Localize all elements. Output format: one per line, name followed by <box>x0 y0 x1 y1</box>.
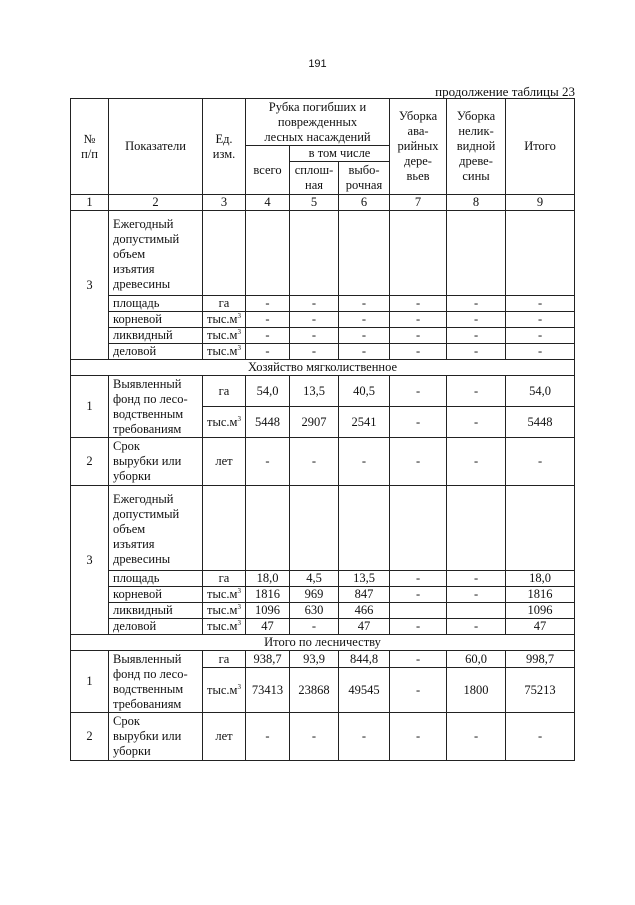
table-row <box>71 571 575 587</box>
cell: 93,9 <box>290 651 339 668</box>
row-unit: га <box>203 571 246 587</box>
colnum: 1 <box>71 195 109 211</box>
cell: - <box>339 328 390 344</box>
cell: 18,0 <box>506 571 575 587</box>
table-row <box>71 486 575 571</box>
cell: - <box>290 713 339 761</box>
cell: - <box>447 587 506 603</box>
row-unit: $тыс.м^3$ <box>203 587 246 603</box>
row-name: Срок вырубки или уборки <box>109 713 203 761</box>
row-unit: $тыс.м^3$ <box>203 407 246 438</box>
header-indicators: Показатели <box>109 99 203 195</box>
cell: 54,0 <box>506 376 575 407</box>
cell: - <box>447 407 506 438</box>
cell: - <box>390 296 447 312</box>
table-row <box>71 296 575 312</box>
cell: - <box>390 571 447 587</box>
cell: 23868 <box>290 668 339 713</box>
table-row <box>71 211 575 296</box>
row-name: деловой <box>109 344 203 360</box>
cell: - <box>246 312 290 328</box>
row-unit: га <box>203 376 246 407</box>
cell: - <box>390 619 447 635</box>
row-name: ликвидный <box>109 603 203 619</box>
row-unit: $тыс.м^3$ <box>203 603 246 619</box>
cell: - <box>390 328 447 344</box>
cell: 47 <box>506 619 575 635</box>
cell: 2541 <box>339 407 390 438</box>
cell: 73413 <box>246 668 290 713</box>
cell: - <box>447 376 506 407</box>
cell: - <box>290 296 339 312</box>
cell: 18,0 <box>246 571 290 587</box>
header-selective: выбо- рочная <box>339 162 390 195</box>
cell: 1096 <box>506 603 575 619</box>
cell: - <box>246 713 290 761</box>
colnum: 2 <box>109 195 203 211</box>
cell <box>390 603 447 619</box>
table-row <box>71 328 575 344</box>
cell: - <box>246 344 290 360</box>
cell: 47 <box>246 619 290 635</box>
cell: - <box>506 312 575 328</box>
row-num: 3 <box>71 211 109 360</box>
cell: - <box>447 571 506 587</box>
cell: - <box>447 619 506 635</box>
row-unit: $тыс.м^3$ <box>203 668 246 713</box>
cell: - <box>339 344 390 360</box>
cell: - <box>447 344 506 360</box>
colnum: 4 <box>246 195 290 211</box>
colnum: 3 <box>203 195 246 211</box>
table-row <box>71 376 575 407</box>
cell: - <box>246 328 290 344</box>
cell: - <box>506 438 575 486</box>
cell: 4,5 <box>290 571 339 587</box>
cell: 40,5 <box>339 376 390 407</box>
row-name: деловой <box>109 619 203 635</box>
cell: 13,5 <box>339 571 390 587</box>
row-num: 2 <box>71 438 109 486</box>
row-name: площадь <box>109 571 203 587</box>
cell: - <box>506 296 575 312</box>
cell: - <box>506 713 575 761</box>
header-total-all: всего <box>246 146 290 195</box>
row-unit: лет <box>203 713 246 761</box>
row-num: 1 <box>71 376 109 438</box>
row-num: 2 <box>71 713 109 761</box>
cell: - <box>390 376 447 407</box>
cell: 844,8 <box>339 651 390 668</box>
data-table <box>70 98 575 761</box>
colnum: 7 <box>390 195 447 211</box>
row-name: ликвидный <box>109 328 203 344</box>
cell: - <box>290 344 339 360</box>
cell: - <box>390 312 447 328</box>
row-num: 1 <box>71 651 109 713</box>
header-illiquid: Уборка нелик- видной древе- сины <box>447 99 506 195</box>
row-title: Ежегодный допустимый объем изъятия древесины <box>109 211 203 296</box>
colnum: 6 <box>339 195 390 211</box>
cell: - <box>390 651 447 668</box>
cell: 1816 <box>506 587 575 603</box>
row-num: 3 <box>71 486 109 635</box>
cell: 75213 <box>506 668 575 713</box>
cell: 630 <box>290 603 339 619</box>
header-emergency: Уборка ава- рийных дере- вьев <box>390 99 447 195</box>
row-title: Ежегодный допустимый объем изъятия древесины <box>109 486 203 571</box>
colnum: 5 <box>290 195 339 211</box>
cell: 5448 <box>506 407 575 438</box>
cell: - <box>290 619 339 635</box>
cell: - <box>339 713 390 761</box>
row-name: Срок вырубки или уборки <box>109 438 203 486</box>
cell: 938,7 <box>246 651 290 668</box>
row-unit: $тыс.м^3$ <box>203 344 246 360</box>
continuation-label: продолжение таблицы 23 <box>435 84 575 99</box>
row-unit: $тыс.м^3$ <box>203 312 246 328</box>
header-grand-total: Итого <box>506 99 575 195</box>
cell: - <box>290 438 339 486</box>
cell: 60,0 <box>447 651 506 668</box>
colnum: 9 <box>506 195 575 211</box>
table-row <box>71 587 575 603</box>
cell: - <box>339 438 390 486</box>
cell: 54,0 <box>246 376 290 407</box>
cell: - <box>390 407 447 438</box>
cell: 49545 <box>339 668 390 713</box>
table-row <box>71 651 575 668</box>
row-unit: га <box>203 651 246 668</box>
header-including: в том числе <box>290 146 390 162</box>
table-row <box>71 619 575 635</box>
cell: - <box>246 438 290 486</box>
row-name: корневой <box>109 587 203 603</box>
row-name: площадь <box>109 296 203 312</box>
cell: - <box>246 296 290 312</box>
row-unit: $тыс.м^3$ <box>203 619 246 635</box>
cell: - <box>447 438 506 486</box>
header-clear: сплош- ная <box>290 162 339 195</box>
table-row <box>71 438 575 486</box>
header-num: № п/п <box>71 99 109 195</box>
row-unit: $тыс.м^3$ <box>203 328 246 344</box>
page-number: 191 <box>308 58 327 70</box>
cell: 1816 <box>246 587 290 603</box>
header-unit: Ед. изм. <box>203 99 246 195</box>
cell: - <box>339 312 390 328</box>
table-row <box>71 344 575 360</box>
cell: 998,7 <box>506 651 575 668</box>
colnum: 8 <box>447 195 506 211</box>
table-row <box>71 312 575 328</box>
cell: - <box>390 438 447 486</box>
cell: - <box>390 668 447 713</box>
cell: - <box>447 296 506 312</box>
cell: - <box>447 328 506 344</box>
cell: - <box>390 587 447 603</box>
cell: 2907 <box>290 407 339 438</box>
cell: - <box>390 713 447 761</box>
cell: - <box>506 328 575 344</box>
cell: 1800 <box>447 668 506 713</box>
cell: - <box>290 328 339 344</box>
cell: - <box>447 713 506 761</box>
cell: 1096 <box>246 603 290 619</box>
header-felling: Рубка погибших и поврежденных лесных насаждений <box>246 99 390 146</box>
row-name: корневой <box>109 312 203 328</box>
cell: 5448 <box>246 407 290 438</box>
section-heading: Итого по лесничеству <box>71 635 575 651</box>
cell: - <box>390 344 447 360</box>
cell <box>447 603 506 619</box>
row-unit: лет <box>203 438 246 486</box>
cell: 466 <box>339 603 390 619</box>
table-row <box>71 713 575 761</box>
cell: 47 <box>339 619 390 635</box>
cell: 13,5 <box>290 376 339 407</box>
section-heading: Хозяйство мягколиственное <box>71 360 575 376</box>
cell: - <box>339 296 390 312</box>
row-name: Выявленный фонд по лесо- водственным требованиям <box>109 376 203 438</box>
cell: - <box>290 312 339 328</box>
row-unit: га <box>203 296 246 312</box>
cell: - <box>447 312 506 328</box>
row-name: Выявленный фонд по лесо- водственным требованиям <box>109 651 203 713</box>
cell: 969 <box>290 587 339 603</box>
column-numbers-row <box>71 195 575 211</box>
table-row <box>71 603 575 619</box>
cell: - <box>506 344 575 360</box>
cell: 847 <box>339 587 390 603</box>
